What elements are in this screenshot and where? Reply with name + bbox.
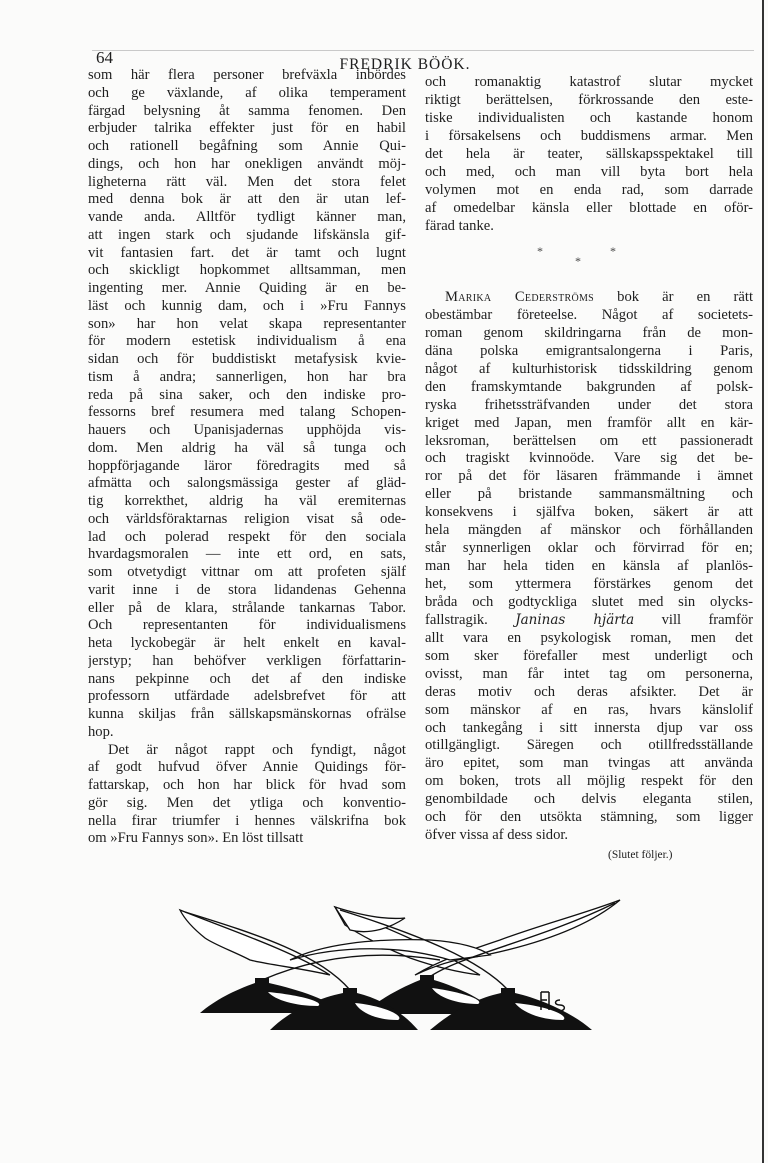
author-name: Marika Cederströms [445, 289, 595, 305]
text-line: nella firar triumfer i hennes välskrifna bok [88, 812, 406, 829]
text-line: riktigt berättelsen, förkrossande den este- [425, 91, 753, 108]
text-line: bok är en rätt [594, 289, 753, 305]
text-line: obestämbar företeelse. Något af societets- [425, 306, 753, 323]
text-line: i försakelsens och buddismens armar. Men [425, 127, 753, 144]
text-line: Och representanten för individualismens [88, 617, 406, 634]
text-line: vit fantasien fart. det är tamt och lugnt [88, 244, 406, 261]
text-line: nans pekpinne och det af den indiske [88, 670, 406, 687]
text-line: om »Fru Fannys son». En löst tillsatt [88, 830, 304, 847]
text-fragment: vill framför [634, 611, 753, 628]
text-line: volymen mot en enda rad, som darrade [425, 181, 753, 198]
text-line: lad och polerad respekt för den sociala [88, 528, 406, 545]
text-line: ovisst, man får intet tag om personerna, [425, 665, 753, 682]
text-line: erbjuder talrika effekter just för en habil [88, 120, 406, 137]
text-line: het, som yttermera förstärkes genom det [425, 576, 753, 592]
text-line: och för den utsökta stämning, som ligger [425, 809, 753, 826]
text-line: och tragiskt kvinnoöde. Vare sig det be- [425, 450, 753, 467]
text-line: står synnerligen oklar och förvirrad för en; [425, 540, 753, 557]
text-line: afmätta och salongsmässiga gester af gläd- [88, 475, 406, 492]
text-line: som otvetydigt vittnar om att profeten själf [88, 564, 406, 580]
text-line: hvardagsmoralen — inte ett ord, en sats, [88, 546, 406, 563]
text-line: af godt hufvud öfver Annie Quidings för- [88, 759, 406, 776]
text-line: hela mängden af mänskor och förhållanden [425, 522, 753, 539]
quill-feathers [180, 900, 620, 975]
text-line: leksroman, berättelsen om ett passioneradt [425, 432, 753, 449]
text-line: färgad belysning åt samma fenomen. Den [88, 102, 406, 119]
text-line: det hela är teater, sällskapsspektakel till [425, 145, 753, 162]
text-line: med denna bok är att den är utan lef- [88, 191, 406, 208]
text-line: ligheterna rätt väl. Men det stora felet [88, 173, 406, 190]
text-line: tiske individualisten och kastande honom [425, 109, 753, 126]
text-line: roman genom skildringarna från de mon- [425, 324, 753, 341]
text-line: ingenting mer. Annie Quiding är en be- [88, 280, 406, 296]
text-line: tig korrekthet, aldrig ha väl eremiternas [88, 493, 406, 509]
text-line: öfver vissa af dess sidor. [425, 827, 569, 844]
text-line: däna polska emigrantsalongerna i Paris, [425, 342, 753, 359]
text-line: allt vara en psykologisk roman, men det [425, 629, 753, 646]
text-line: Det är något rappt och fyndigt, något [108, 741, 406, 758]
text-line: kriget med Japan, men framför allt en kär- [425, 414, 753, 431]
separator-asterisk: * [610, 244, 616, 258]
text-line: kunna skiljas från sällskapsmänskornas ofrälse [88, 706, 406, 722]
text-line: och med, och man vill byta bort hela [425, 163, 753, 180]
text-line: konsekvens i själfva boken, säkert är att [425, 504, 753, 521]
text-line: som mänskor af en ras, hvars känslolif [425, 701, 753, 718]
text-line: sidan och för buddistiskt metafysisk kvie- [88, 351, 406, 367]
text-line: och skickligt hopkommet alltsamman, men [88, 262, 406, 279]
text-line: ryska frihetssträfvanden under det stora [425, 396, 753, 413]
text-line: för modern estetisk individualism å ena [88, 333, 406, 350]
text-line: som här flera personer brefväxla inbördes [88, 67, 406, 83]
running-title: FREDRIK BÖÖK. [339, 56, 471, 73]
separator-asterisk: * [575, 254, 581, 268]
text-line: bråda och godtyckliga slutet med sin olycks- [425, 593, 753, 610]
text-line: om boken, trots all möjlig respekt för den [425, 773, 753, 790]
text-line: gör sig. Men det ytliga och konventio- [88, 794, 406, 811]
text-line: otillgängligt. Säregen och otillfredsställande [425, 737, 753, 754]
text-line: reda på sina saker, och den indiske pro- [88, 386, 406, 403]
book-title: Janinas hjärta [515, 611, 635, 628]
text-line: deras motiv och deras afsikter. Det är [425, 683, 753, 700]
text-line: och rationell begåfning som Annie Qui- [88, 138, 406, 154]
text-line: fessorns bref resumera med talang Schopen- [88, 404, 406, 421]
continuation-note: (Slutet följer.) [608, 849, 673, 861]
text-line: vande anda. Alltför tydligt känner man, [88, 209, 406, 225]
text-line: något af kulturhistorisk tidsskildring genom [425, 360, 753, 377]
text-line: äro epitet, som man tvingas att använda [425, 755, 753, 772]
text-line: son» har hon velat skapa representanter [88, 315, 406, 332]
text-fragment: fallstragik. [425, 611, 516, 628]
text-line: fattarskap, och hon har blick för hvad som [88, 777, 406, 793]
text-line: man har hela tiden en känsla af planlös- [425, 558, 753, 575]
text-line: hop. [88, 723, 114, 740]
text-line: varit inne i de stora lidandenas Gehenna [88, 581, 406, 598]
text-line: som sker förefaller mest underligt och [425, 647, 753, 664]
text-line: tism å andra; sannerligen, hon har bra [88, 368, 406, 385]
text-line: och tankegång i sitt innersta djup var oss [425, 719, 753, 736]
text-line: och romanaktig katastrof slutar mycket [425, 74, 753, 90]
text-line: eller på bristande sammansmältning och [425, 486, 753, 503]
text-line: att ingen stark och sjudande lifskänsla gif- [88, 226, 406, 243]
text-line: ror på det för läsaren främmande i ämnet [425, 468, 753, 485]
text-line: dom. Men aldrig ha väl så tunga och [88, 439, 406, 456]
text-line: och världsföraktarnas religion visat så ode- [88, 510, 406, 527]
text-line: dings, och hon har onekligen användt möj- [88, 155, 406, 172]
separator-asterisk: * [537, 244, 543, 258]
text-line: genombildade och delvis eleganta stilen, [425, 791, 753, 808]
text-line: hauers och Upanisjadernas upphöjda vis- [88, 422, 406, 438]
text-line: hoppförjagande läror föredragits med så [88, 457, 406, 474]
text-line: heta lyckobegär är helt enkelt en kaval- [88, 635, 406, 651]
text-line: läst och kunnig dam, och i »Fru Fannys [88, 297, 406, 314]
text-line: af omedelbar känsla eller blottade en oför- [425, 199, 753, 216]
text-line: jerstyp; han behöfver verkligen författarin- [88, 652, 406, 669]
text-line: den framskymtande bakgrunden af polsk- [425, 378, 753, 395]
text-line: och ge växlande, af olika temperament [88, 84, 406, 101]
text-line: färad tanke. [425, 217, 494, 234]
text-line: eller på de klara, strålande tankarnas Tabor. [88, 599, 406, 616]
ink-bottles [200, 975, 592, 1030]
text-line: professorn utfärdade adelsbrefvet för att [88, 688, 406, 705]
page-number: 64 [96, 48, 113, 67]
